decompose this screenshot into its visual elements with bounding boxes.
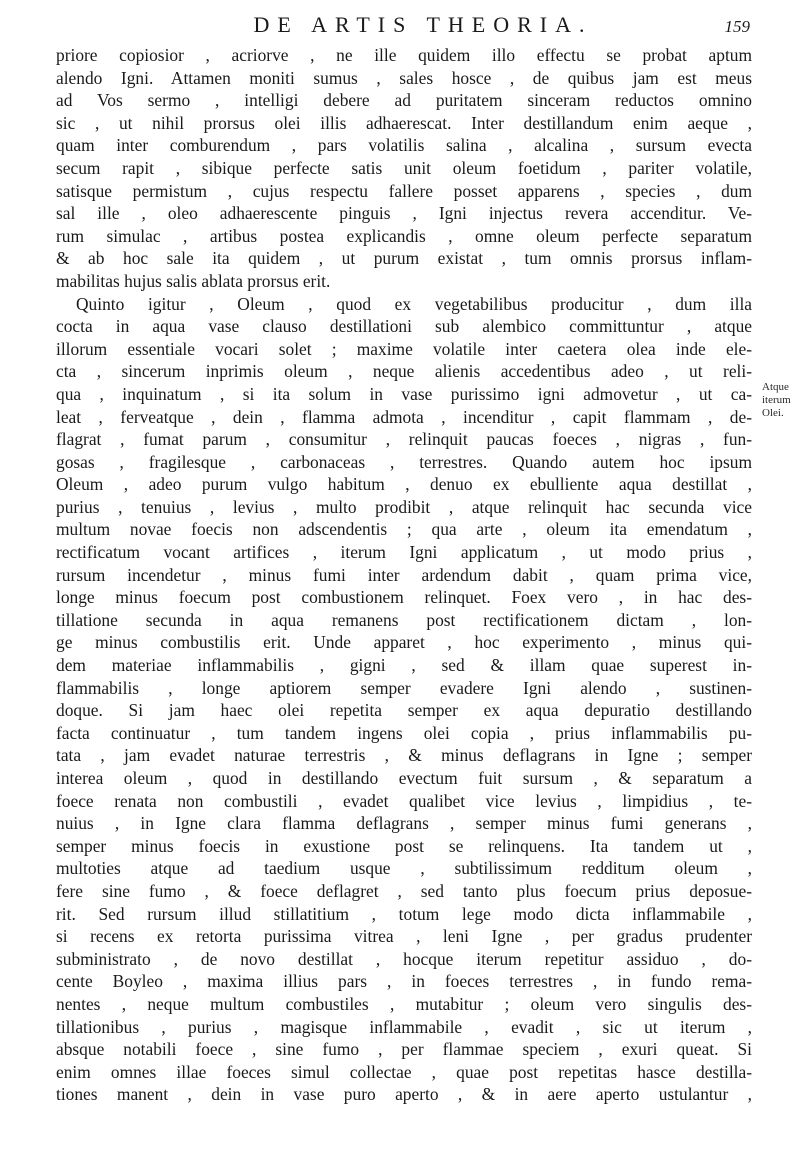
page-number: 159	[724, 17, 750, 36]
text-line: gosas , fragilesque , carbonaceas , terrestres. Quando autem hoc ipsum	[56, 451, 752, 472]
text-line: cente Boyleo , maxima illius pars , in foeces terrestres , in fundo rema-	[56, 971, 752, 992]
text-line: tata , jam evadet naturae terrestris , & minus deflagrans in Igne ; semper	[56, 745, 752, 766]
text-line: nuius , in Igne clara flamma deflagrans , semper minus fumi generans ,	[56, 813, 752, 834]
text-line: flammabilis , longe aptiorem semper evadere Igni alendo , sustinen-	[56, 677, 752, 698]
text-line: Oleum , adeo purum vulgo habitum , denuo ex ebulliente aqua destillat ,	[56, 474, 752, 495]
text-line: nentes , neque multum combustiles , mutabitur ; oleum vero singulis des-	[56, 993, 752, 1014]
text-line: multum novae foecis non adscendentis ; qua arte , oleum ita emendatum ,	[56, 519, 752, 540]
text-line: interea oleum , quod in destillando evectum fuit sursum , & separatum a	[56, 768, 752, 788]
text-line: illorum essentiale vocari solet ; maxime volatile inter caetera olea inde ele-	[56, 338, 752, 359]
text-line: fere sine fumo , & foece deflagret , sed tanto plus foecum prius deposue-	[56, 880, 752, 901]
text-line: rit. Sed rursum illud stillatitium , totum lege modo dicta inflammabile ,	[56, 903, 752, 924]
marginal-note-line: Atque iterum	[762, 381, 791, 406]
text-line: & ab hoc sale ita quidem , ut purum existat , tum omnis prorsus inflam-	[56, 248, 752, 269]
body-text	[56, 44, 752, 1106]
text-line: flagrat , fumat parum , consumitur , relinquit paucas foeces , nigras , fun-	[56, 429, 752, 450]
text-line: mabilitas hujus salis ablata prorsus erit.	[56, 270, 331, 291]
text-line: tillatione secunda in aqua remanens post rectificationem dictam , lon-	[56, 609, 752, 630]
text-line: leat , ferveatque , dein , flamma admota , incenditur , capit flammam , de-	[56, 406, 752, 427]
text-line: foece renata non combustili , evadet qualibet vice levius , limpidius , te-	[56, 790, 752, 811]
text-line: si recens ex retorta purissima vitrea , leni Igne , per gradus prudenter	[56, 926, 752, 947]
text-line: doque. Si jam haec olei repetita semper ex aqua depuratio destillando	[56, 700, 752, 721]
running-head	[96, 12, 750, 38]
text-line: semper minus foecis in exustione post se relinquens. Ita tandem ut ,	[56, 835, 752, 856]
text-line: purius , tenuius , levius , multo prodibit , atque relinquit hac secunda vice	[56, 496, 752, 517]
text-line: rum simulac , artibus postea explicandis , omne oleum perfecte separatum	[56, 225, 752, 246]
text-line: rectificatum vocant artifices , iterum Igni applicatum , ut modo prius ,	[56, 542, 752, 563]
text-line: multoties atque ad taedium usque , subtilissimum redditum oleum ,	[56, 858, 752, 879]
text-line: ge minus combustilis erit. Unde apparet , hoc experimento , minus qui-	[56, 632, 752, 653]
text-line: ad Vos sermo , intelligi debere ad puritatem sinceram reductos omnino	[56, 90, 752, 111]
text-line: absque notabili foece , sine fumo , per flammae speciem , exuri queat. Si	[56, 1039, 752, 1060]
text-line: tillationibus , purius , magisque inflammabile , evadit , sic ut iterum ,	[56, 1016, 752, 1037]
text-line: subministrato , de novo destillat , hocque iterum repetitur assiduo , do-	[56, 948, 752, 969]
text-line: dem materiae inflammabilis , gigni , sed & illam quae superest in-	[56, 655, 752, 676]
text-line: cocta in aqua vase clauso destillationi sub alembico committuntur , atque	[56, 316, 752, 337]
text-line: longe minus foecum post combustionem relinquet. Foex vero , in hac des-	[56, 587, 752, 608]
text-line: enim omnes illae foeces simul collectae , quae post repetitas hasce destilla-	[56, 1061, 752, 1082]
marginal-note-line: Olei.	[762, 407, 784, 419]
text-line: cta , sincerum inprimis oleum , neque alienis accedentibus adeo , ut reli-	[56, 361, 752, 382]
running-title: DE ARTIS THEORIA.	[253, 12, 593, 37]
text-line: sic , ut nihil prorsus olei illis adhaerescat. Inter destillandum enim aeque ,	[56, 112, 752, 133]
text-line: priore copiosior , acriorve , ne ille quidem illo effectu se probat aptum	[56, 45, 752, 65]
paragraph-start-line: Quinto igitur , Oleum , quod ex vegetabilibus producitur , dum illa	[76, 293, 752, 314]
text-line: rursum incendetur , minus fumi inter ardendum dabit , quam prima vice,	[56, 564, 752, 585]
text-line: qua , inquinatum , si ita solum in vase purissimo igni admovetur , ut ca-	[56, 383, 752, 404]
text-line: quam inter comburendum , pars volatilis salina , alcalina , sursum evecta	[56, 135, 752, 156]
text-line: sal ille , oleo adhaerescente pinguis , Igni injectus revera accenditur. Ve-	[56, 203, 752, 224]
text-line: facta continuatur , tum tandem ingens olei copia , prius inflammabilis pu-	[56, 722, 752, 743]
marginal-note	[762, 381, 800, 420]
text-line: secum rapit , sibique perfecte satis unit oleum foetidum , pariter volatile,	[56, 157, 752, 178]
text-line: alendo Igni. Attamen moniti sumus , sales hosce , de quibus jam est meus	[56, 67, 752, 88]
text-line: tiones manent , dein in vase puro aperto , & in aere aperto ustulantur ,	[56, 1084, 752, 1105]
text-line: satisque permistum , cujus respectu fallere posset apparens , species , dum	[56, 180, 752, 201]
